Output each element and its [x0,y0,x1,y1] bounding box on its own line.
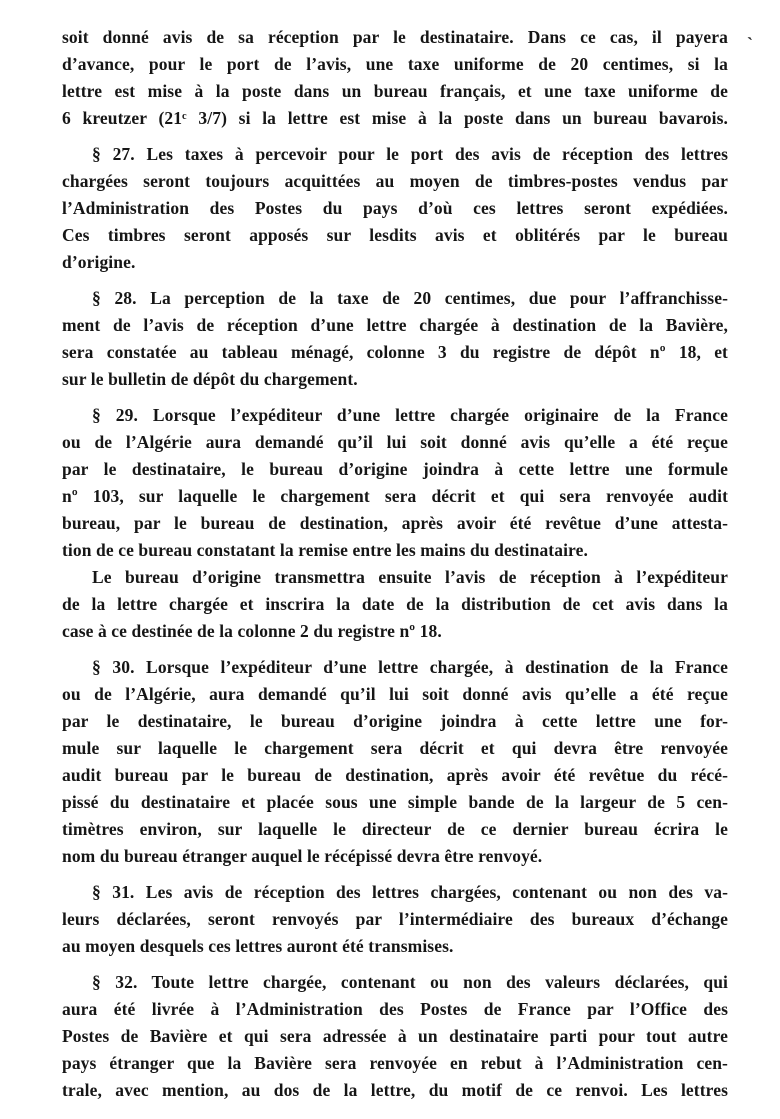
text-line: au moyen desquels ces lettres auront été transmises. [62,936,454,956]
text-line: mule sur laquelle le chargement sera décrit et qui devra être renvoyée [62,738,728,758]
text-line: sera constatée au tableau ménagé, colonne 3 du registre de dépôt nº 18, et [62,342,728,362]
text-line: § 28. La perception de la taxe de 20 centimes, due pour l’affranchisse- [92,288,728,308]
text-line: ment de l’avis de réception d’une lettre chargée à destination de la Bavière, [62,315,728,335]
text-line: 6 kreutzer (21ᶜ 3/7) si la lettre est mise à la poste dans un bureau bavarois. [62,108,728,128]
paragraph-intro-continuation [62,24,728,132]
text-line: d’avance, pour le port de l’avis, une taxe uniforme de 20 centimes, si la [62,54,728,74]
paragraph-section-31 [62,879,728,960]
text-block [62,24,728,1104]
text-line: l’Administration des Postes du pays d’où ces lettres seront expédiées. [62,198,728,218]
paragraph-section-29-continuation [62,564,728,645]
text-line: § 31. Les avis de réception des lettres chargées, contenant ou non des va- [92,882,728,902]
text-line: d’origine. [62,252,136,272]
text-line: Postes de Bavière et qui sera adressée à un destinataire parti pour tout autre [62,1026,728,1046]
text-line: Ces timbres seront apposés sur lesdits avis et oblitérés par le bureau [62,225,728,245]
text-line: de la lettre chargée et inscrira la date de la distribution de cet avis dans la [62,594,728,614]
text-line: nom du bureau étranger auquel le récépissé devra être renvoyé. [62,846,543,866]
text-line: sur le bulletin de dépôt du chargement. [62,369,358,389]
paragraph-section-30 [62,654,728,870]
text-line: Le bureau d’origine transmettra ensuite l’avis de réception à l’expéditeur [92,567,728,587]
text-line: par le destinataire, le bureau d’origine joindra à cette lettre une formule [62,459,728,479]
text-line: audit bureau par le bureau de destination, après avoir été revêtue du récé- [62,765,728,785]
text-line: par le destinataire, le bureau d’origine joindra à cette lettre une for- [62,711,728,731]
text-line: timètres environ, sur laquelle le directeur de ce dernier bureau écrira le [62,819,728,839]
text-line: trale, avec mention, au dos de la lettre, du motif de ce renvoi. Les lettres [62,1080,728,1100]
text-line: pays étranger que la Bavière sera renvoyée en rebut à l’Administration cen- [62,1053,728,1073]
text-line: § 30. Lorsque l’expéditeur d’une lettre chargée, à destination de la France [92,657,728,677]
paragraph-section-28 [62,285,728,393]
text-line: § 32. Toute lettre chargée, contenant ou non des valeurs déclarées, qui [92,972,728,992]
text-line: pissé du destinataire et placée sous une simple bande de la largeur de 5 cen- [62,792,728,812]
text-line: ou de l’Algérie, aura demandé qu’il lui soit donné avis qu’elle a été reçue [62,684,728,704]
paragraph-section-29 [62,402,728,564]
text-line: soit donné avis de sa réception par le destinataire. Dans ce cas, il payera [62,27,728,47]
scan-artifact-mark: ` [747,34,753,54]
text-line: chargées seront toujours acquittées au moyen de timbres-postes vendus par [62,171,728,191]
text-line: ou de l’Algérie aura demandé qu’il lui soit donné avis qu’elle a été reçue [62,432,728,452]
text-line: nº 103, sur laquelle le chargement sera décrit et qui sera renvoyée audit [62,486,728,506]
text-line: lettre est mise à la poste dans un bureau français, et une taxe uniforme de [62,81,728,101]
text-line: aura été livrée à l’Administration des Postes de France par l’Office des [62,999,728,1019]
text-line: case à ce destinée de la colonne 2 du registre nº 18. [62,621,442,641]
text-line: § 27. Les taxes à percevoir pour le port des avis de réception des lettres [92,144,728,164]
text-line: § 29. Lorsque l’expéditeur d’une lettre chargée originaire de la France [92,405,728,425]
text-line: tion de ce bureau constatant la remise entre les mains du destinataire. [62,540,588,560]
text-line: leurs déclarées, seront renvoyés par l’intermédiaire des bureaux d’échange [62,909,728,929]
paragraph-section-27 [62,141,728,276]
text-line: bureau, par le bureau de destination, après avoir été revêtue d’une attesta- [62,513,728,533]
paragraph-section-32 [62,969,728,1104]
